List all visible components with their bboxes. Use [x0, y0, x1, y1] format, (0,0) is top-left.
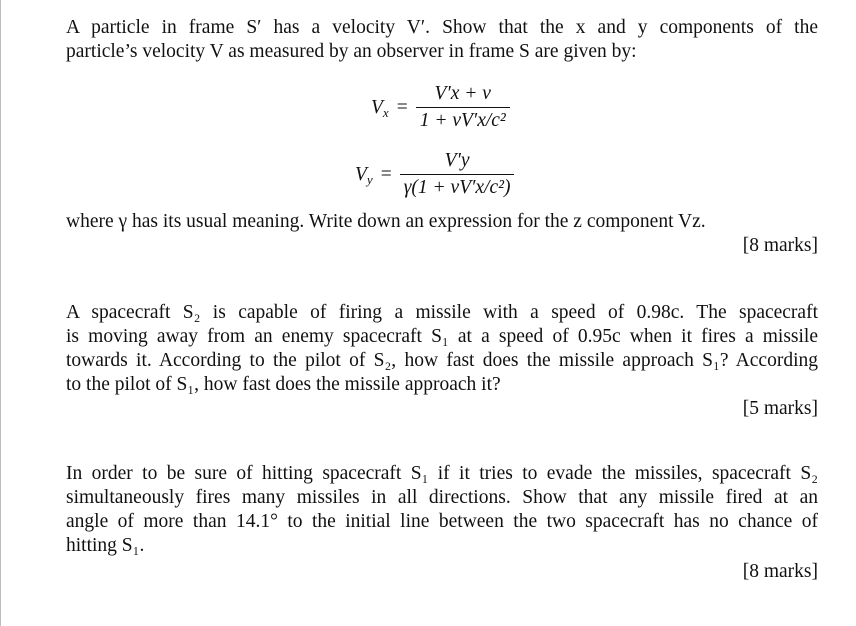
question-1-intro: [66, 16, 818, 64]
question-3: [66, 462, 818, 558]
q2-line-3: towards it. According to the pilot of S₂, how fast does the missile approach S₁? According: [66, 350, 818, 371]
eq2-lhs: $V_y$: [355, 163, 373, 187]
q2-line-1: A spacecraft S₂ is capable of firing a missile with a speed of 0.98c. The spacecraft: [66, 302, 818, 323]
q3-line-3: angle of more than 14.1° to the initial line between the two spacecraft has no chance of: [66, 511, 818, 532]
q3-line-1: In order to be sure of hitting spacecraft S₁ if it tries to evade the missiles, spacecraft S₂: [66, 463, 818, 484]
question-1-part-z: [66, 210, 818, 234]
q1-marks: [8 marks]: [742, 235, 818, 256]
q3-line-2: simultaneously fires many missiles in all directions. Show that any missile fired at an: [66, 487, 818, 508]
eq2-fraction: [400, 150, 515, 199]
left-border-line: [0, 0, 1, 626]
eq2-equals: =: [380, 163, 392, 185]
eq2-numerator: V′y: [444, 150, 470, 171]
q2-marks: [5 marks]: [742, 398, 818, 419]
q1-line-3: where γ has its usual meaning. Write down an expression for the z component Vz.: [66, 211, 706, 232]
eq1-lhs: $V_x$: [371, 96, 389, 120]
q1-line-1: A particle in frame S′ has a velocity V′. Show that the x and y components of the: [66, 17, 818, 38]
eq1-equals: =: [396, 96, 408, 118]
q3-line-4: hitting S₁.: [66, 535, 145, 556]
eq1-fraction-bar: [416, 107, 510, 108]
q2-line-4: to the pilot of S₁, how fast does the missile approach it?: [66, 374, 501, 395]
equation-vx: [371, 83, 510, 132]
eq1-denominator: 1 + vV′x/c²: [419, 110, 506, 131]
q3-marks: [8 marks]: [742, 561, 818, 582]
question-2: [66, 301, 818, 397]
eq1-numerator: V′x + v: [434, 83, 491, 104]
q2-line-2: is moving away from an enemy spacecraft S₁ at a speed of 0.95c when it fires a missile: [66, 326, 818, 347]
eq2-fraction-bar: [400, 174, 515, 175]
q1-line-2: particle’s velocity V as measured by an observer in frame S are given by:: [66, 41, 637, 62]
equation-vy: [355, 150, 514, 199]
eq1-fraction: [416, 83, 510, 132]
eq2-denominator: γ(1 + vV′x/c²): [403, 177, 511, 198]
